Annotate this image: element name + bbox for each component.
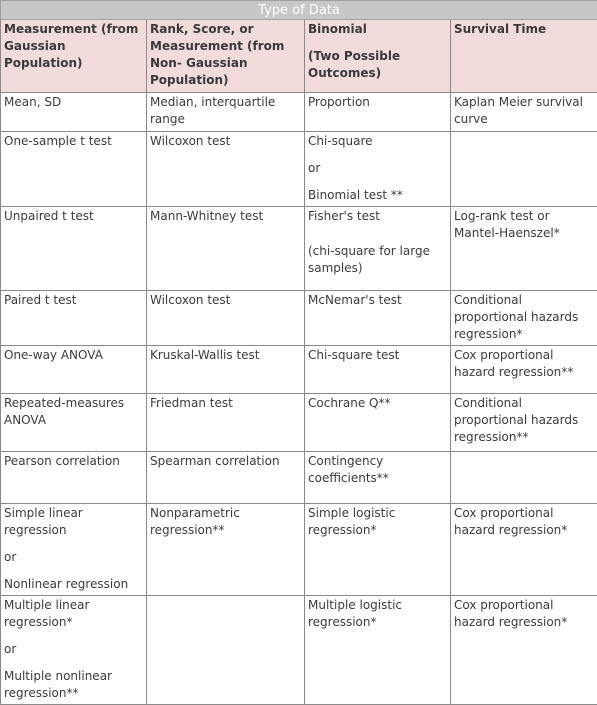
table-cell: One-way ANOVA: [1, 346, 147, 394]
header-non-gaussian: Rank, Score, or Measurement (from Non- Gaussian Population): [147, 20, 305, 93]
table-cell: Spearman correlation: [147, 452, 305, 504]
table-row: [1, 346, 597, 394]
table-cell: Conditional proportional hazards regression**: [451, 394, 597, 452]
header-binomial: [305, 20, 451, 93]
table-cell: Log-rank test or Mantel-Haenszel*: [451, 207, 597, 291]
table-cell: Kruskal-Wallis test: [147, 346, 305, 394]
table-cell: Median, interquartile range: [147, 93, 305, 132]
table-cell: Chi-square test: [305, 346, 451, 394]
table-row: [1, 132, 597, 207]
table-title: Type of Data: [1, 1, 597, 20]
table-cell: Cochrane Q**: [305, 394, 451, 452]
table-cell: Cox proportional hazard regression*: [451, 596, 597, 705]
table-cell: Simple linear regression or Nonlinear regression: [1, 504, 147, 596]
table-row: [1, 207, 597, 291]
table-row: [1, 291, 597, 346]
table-row: [1, 394, 597, 452]
table-row: [1, 452, 597, 504]
table-cell: [451, 132, 597, 207]
table-cell: Wilcoxon test: [147, 291, 305, 346]
table-cell: Cox proportional hazard regression**: [451, 346, 597, 394]
header-binomial-sublabel: (Two Possible Outcomes): [308, 49, 400, 80]
table-cell: Mean, SD: [1, 93, 147, 132]
table-cell: [147, 596, 305, 705]
table-cell: Conditional proportional hazards regression*: [451, 291, 597, 346]
table-cell: Contingency coefficients**: [305, 452, 451, 504]
table-cell: Kaplan Meier survival curve: [451, 93, 597, 132]
table-cell: Mann-Whitney test: [147, 207, 305, 291]
table-cell: McNemar's test: [305, 291, 451, 346]
table-cell: Nonparametric regression**: [147, 504, 305, 596]
table-cell: Friedman test: [147, 394, 305, 452]
table-cell: One-sample t test: [1, 132, 147, 207]
table-cell: Pearson correlation: [1, 452, 147, 504]
table-cell: Simple logistic regression*: [305, 504, 451, 596]
table-cell: Multiple linear regression* or Multiple nonlinear regression**: [1, 596, 147, 705]
table-row: [1, 93, 597, 132]
table-row: [1, 504, 597, 596]
table-row: [1, 596, 597, 705]
table-cell: Fisher's test (chi-square for large samples): [305, 207, 451, 291]
table-cell: Wilcoxon test: [147, 132, 305, 207]
table-cell: Unpaired t test: [1, 207, 147, 291]
table-cell: Paired t test: [1, 291, 147, 346]
table-cell: Repeated-measures ANOVA: [1, 394, 147, 452]
table-cell: Multiple logistic regression*: [305, 596, 451, 705]
header-survival-time: Survival Time: [451, 20, 597, 93]
table-cell: Cox proportional hazard regression*: [451, 504, 597, 596]
header-gaussian: Measurement (from Gaussian Population): [1, 20, 147, 93]
table-cell: Chi-square or Binomial test **: [305, 132, 451, 207]
table-cell: Proportion: [305, 93, 451, 132]
table-cell: [451, 452, 597, 504]
header-binomial-label: Binomial: [308, 22, 367, 36]
